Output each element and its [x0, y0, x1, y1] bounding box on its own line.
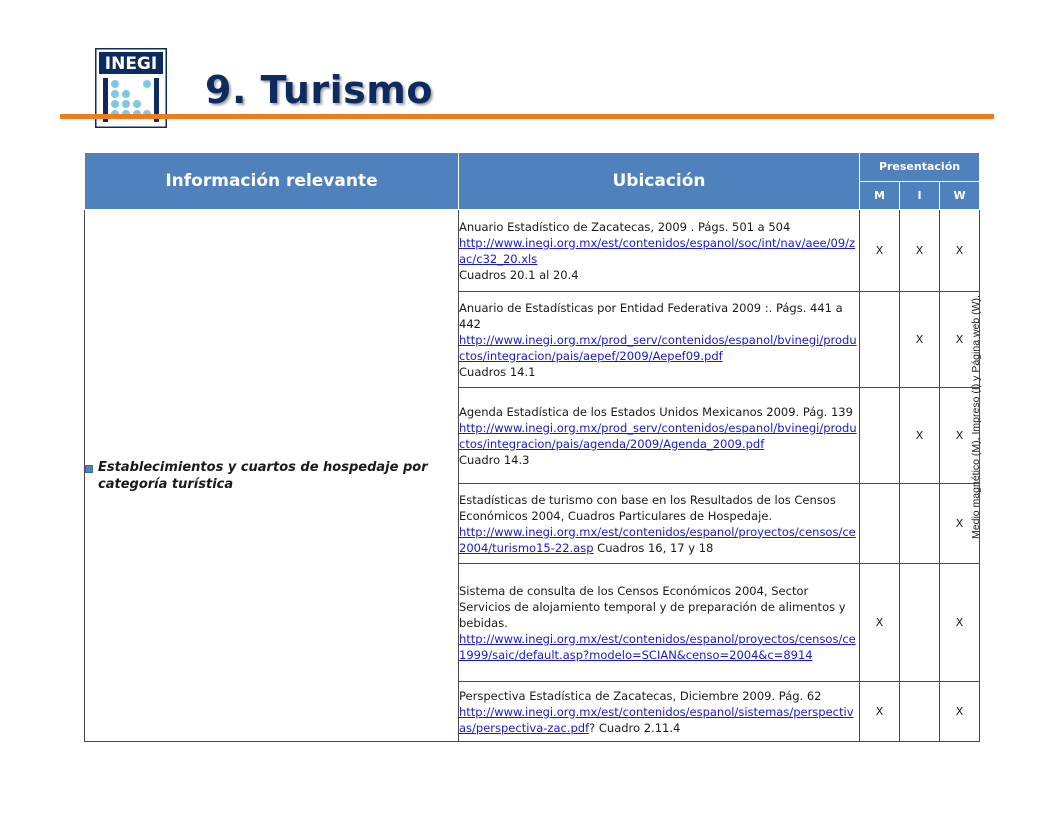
mark-i [900, 564, 940, 682]
mark-m [860, 484, 900, 564]
mark-i [900, 682, 940, 742]
mark-w: X [940, 682, 980, 742]
source-cell [459, 564, 860, 682]
header-informacion: Información relevante [85, 153, 459, 210]
source-cell [459, 484, 860, 564]
mark-m [860, 388, 900, 484]
logo-text: INEGI [104, 54, 158, 74]
source-title: Estadísticas de turismo con base en los Resultados de los Censos Económicos 2004, Cuadros Particulares de Hospedaje. [459, 492, 836, 523]
mark-w: X [940, 388, 980, 484]
mark-m: X [860, 564, 900, 682]
mark-w: X [940, 292, 980, 388]
mark-i [900, 484, 940, 564]
header-ubicacion: Ubicación [459, 153, 860, 210]
source-note: Cuadros 16, 17 y 18 [593, 540, 714, 555]
source-cell [459, 210, 860, 292]
topic-cell [85, 210, 459, 742]
presentation-legend: Medio magnético (M), Impreso (I) y Página web (W). [970, 295, 982, 539]
mark-i: X [900, 292, 940, 388]
mark-i: X [900, 388, 940, 484]
source-title: Perspectiva Estadística de Zacatecas, Diciembre 2009. Pág. 62 [459, 688, 822, 703]
table-row [85, 210, 980, 292]
source-cell [459, 682, 860, 742]
source-link[interactable]: http://www.inegi.org.mx/est/contenidos/espanol/proyectos/censos/ce2004/turismo15-22.asp [459, 524, 856, 555]
title-rule [60, 114, 994, 119]
mark-w: X [940, 210, 980, 292]
mark-m: X [860, 682, 900, 742]
bullet-icon [85, 465, 93, 473]
source-title: Anuario de Estadísticas por Entidad Federativa 2009 :. Págs. 441 a 442 [459, 300, 843, 331]
mark-i: X [900, 210, 940, 292]
source-cell [459, 292, 860, 388]
header-m: M [860, 181, 900, 210]
header-w: W [940, 181, 980, 210]
source-note: Cuadros 14.1 [459, 364, 536, 379]
header-presentacion: Presentación [860, 153, 980, 182]
mark-m: X [860, 210, 900, 292]
source-link[interactable]: http://www.inegi.org.mx/est/contenidos/espanol/sistemas/perspectivas/perspectiva-zac.pdf [459, 704, 854, 735]
source-title: Sistema de consulta de los Censos Económicos 2004, Sector Servicios de alojamiento temporal y de preparación de alimentos y bebidas. [459, 583, 846, 630]
information-table [84, 152, 980, 742]
topic-label: Establecimientos y cuartos de hospedaje por categoría turística [98, 459, 428, 492]
page-title: 9. Turismo [205, 68, 433, 112]
source-link[interactable]: http://www.inegi.org.mx/prod_serv/contenidos/espanol/bvinegi/productos/integracion/pais/agenda/2009/Agenda_2009.pdf [459, 420, 857, 451]
mark-m [860, 292, 900, 388]
source-title: Anuario Estadístico de Zacatecas, 2009 . Págs. 501 a 504 [459, 219, 791, 234]
source-title: Agenda Estadística de los Estados Unidos Mexicanos 2009. Pág. 139 [459, 404, 853, 419]
mark-w: X [940, 564, 980, 682]
source-link[interactable]: http://www.inegi.org.mx/est/contenidos/espanol/proyectos/censos/ce1999/saic/default.asp?modelo=SCIAN&censo=2004&c=8914 [459, 631, 856, 662]
header-i: I [900, 181, 940, 210]
source-cell [459, 388, 860, 484]
mark-w: X [940, 484, 980, 564]
source-note: Cuadro 14.3 [459, 452, 530, 467]
source-link[interactable]: http://www.inegi.org.mx/prod_serv/contenidos/espanol/bvinegi/productos/integracion/pais/aepef/2009/Aepef09.pdf [459, 332, 857, 363]
source-note: ? Cuadro 2.11.4 [589, 720, 681, 735]
source-link[interactable]: http://www.inegi.org.mx/est/contenidos/espanol/soc/int/nav/aee/09/zac/c32_20.xls [459, 235, 856, 266]
source-note: Cuadros 20.1 al 20.4 [459, 267, 579, 282]
